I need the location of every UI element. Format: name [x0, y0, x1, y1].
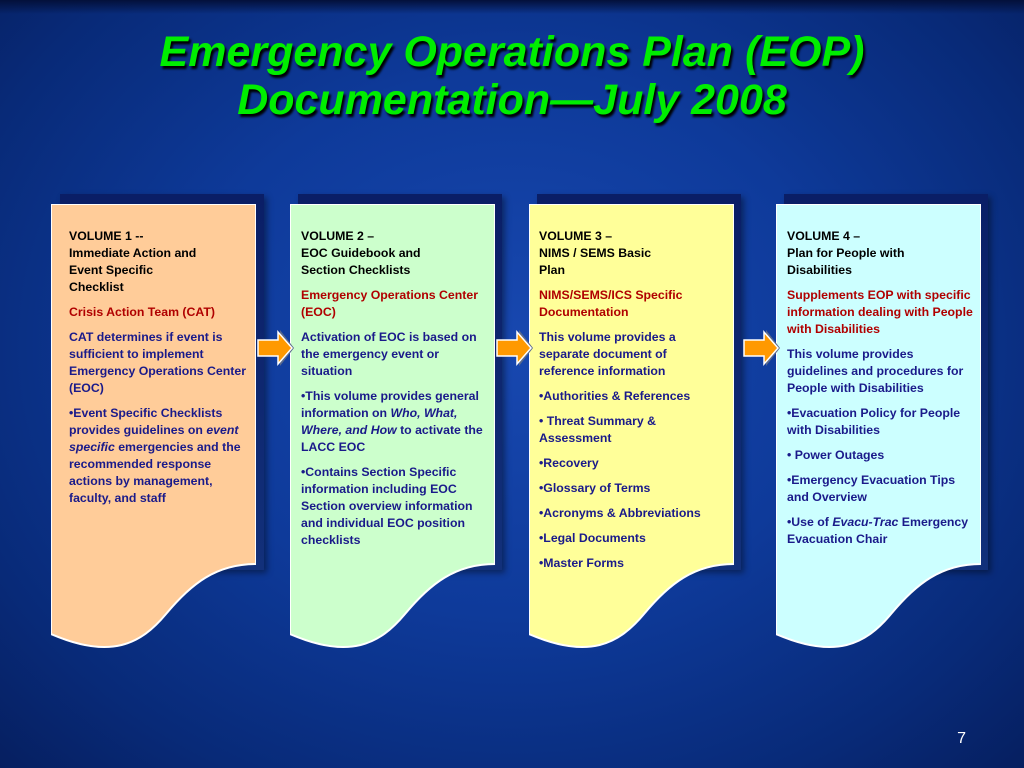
volume-2-intro: Activation of EOC is based on the emergency event or situation [301, 330, 477, 378]
volume-3-bullet: •Legal Documents [539, 531, 646, 545]
volume-1-heading [69, 228, 251, 296]
page-number: 7 [957, 730, 966, 747]
volume-4-bullet: •Evacuation Policy for People with Disabilities [787, 406, 961, 437]
heading-line: Plan for People with [787, 246, 905, 260]
volume-3-card [529, 204, 734, 660]
bullet-emphasis: Who, What, Where, and How [301, 406, 458, 437]
bullet-text: Emergency Evacuation Chair [787, 515, 969, 546]
heading-line: Event Specific [69, 263, 154, 277]
bullet-text: to activate the LACC EOC [301, 423, 483, 454]
heading-line: Disabilities [787, 263, 852, 277]
volume-1-intro: CAT determines if event is sufficient to implement Emergency Operations Center (EOC) [69, 330, 246, 395]
heading-line: Immediate Action and [69, 246, 197, 260]
volume-4-heading [787, 228, 975, 279]
volume-3-subheading: NIMS/SEMS/ICS Specific Documentation [539, 288, 683, 319]
bullet-text: •Use of [787, 515, 833, 529]
volume-4-subheading: Supplements EOP with specific information dealing with People with Disabilities [787, 288, 973, 336]
volume-3-heading [539, 228, 721, 279]
volume-2-bullet: •Contains Section Specific information including EOC Section overview information and individual EOC position checklists [301, 465, 473, 547]
volume-3-bullet: •Recovery [539, 456, 599, 470]
volume-2-subheading: Emergency Operations Center (EOC) [301, 288, 478, 319]
heading-line: VOLUME 4 – [787, 229, 861, 243]
bullet-emphasis: event specific [69, 423, 239, 454]
heading-line: VOLUME 1 -- [69, 229, 144, 243]
title-line-2: Documentation—July 2008 [237, 76, 787, 124]
volume-3-intro: This volume provides a separate document of reference information [539, 330, 676, 378]
volume-4-bullet: •Emergency Evacuation Tips and Overview [787, 473, 956, 504]
volume-1-subheading: Crisis Action Team (CAT) [69, 305, 215, 319]
volume-3-bullet: •Authorities & References [539, 389, 691, 403]
heading-line: NIMS / SEMS Basic [539, 246, 652, 260]
bullet-emphasis: Evacu-Trac [832, 515, 899, 529]
heading-line: Section Checklists [301, 263, 411, 277]
slide-title [0, 28, 1024, 124]
right-arrow-icon [493, 326, 537, 370]
bullet-text: emergencies and the recommended response actions by management, faculty, and staff [69, 440, 241, 505]
right-arrow-icon [740, 326, 784, 370]
volume-1-card [51, 204, 256, 660]
volume-3-bullet: • Threat Summary & Assessment [539, 414, 657, 445]
bullet-text: •Event Specific Checklists provides guidelines on [69, 406, 223, 437]
volume-2-heading [301, 228, 483, 279]
right-arrow-icon [254, 326, 298, 370]
top-bar [0, 0, 1024, 14]
volume-3-bullet: •Acronyms & Abbreviations [539, 506, 701, 520]
volume-4-card [776, 204, 981, 660]
volume-4-intro: This volume provides guidelines and procedures for People with Disabilities [787, 347, 964, 395]
bullet-text: •This volume provides general information on [301, 389, 479, 420]
volume-4-bullet [787, 514, 975, 548]
title-line-1: Emergency Operations Plan (EOP) [159, 28, 865, 76]
heading-line: VOLUME 3 – [539, 229, 613, 243]
volume-4-bullet: • Power Outages [787, 448, 885, 462]
heading-line: EOC Guidebook and [301, 246, 421, 260]
heading-line: Checklist [69, 280, 124, 294]
heading-line: VOLUME 2 – [301, 229, 375, 243]
volume-2-card [290, 204, 495, 660]
volume-3-bullet: •Glossary of Terms [539, 481, 651, 495]
volume-1-bullet [69, 405, 251, 507]
volume-3-bullet: •Master Forms [539, 556, 624, 570]
heading-line: Plan [539, 263, 565, 277]
volume-2-bullet [301, 388, 483, 456]
